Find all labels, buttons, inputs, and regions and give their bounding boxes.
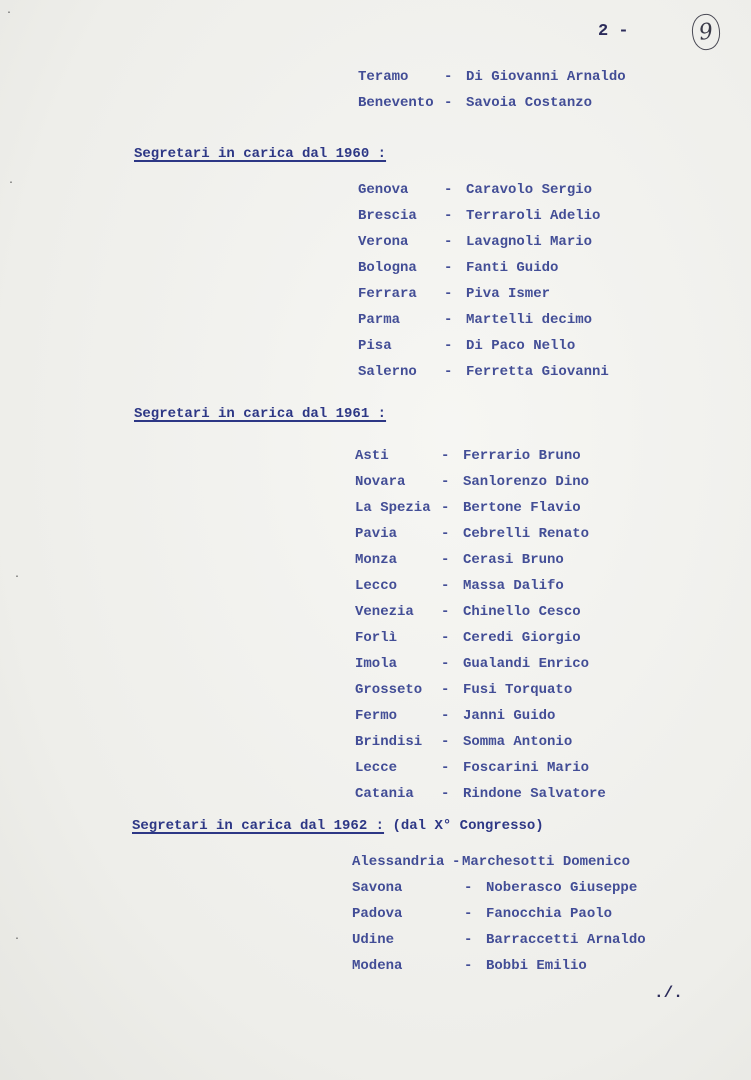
city-name: Savona	[352, 880, 403, 896]
list-item	[358, 338, 575, 354]
dash-separator: -	[441, 604, 450, 620]
margin-speck: ·	[14, 572, 21, 583]
city-name: Venezia	[355, 604, 414, 620]
continuation-mark: ./.	[654, 984, 683, 1002]
list-item	[358, 95, 592, 111]
city-name: Genova	[358, 182, 409, 198]
secretary-name: Martelli decimo	[466, 312, 593, 328]
list-item	[355, 630, 581, 646]
dash-separator: -	[441, 448, 450, 464]
list-item	[355, 578, 564, 594]
city-name: Asti	[355, 448, 389, 464]
list-item	[355, 474, 589, 490]
list-item	[355, 526, 589, 542]
dash-separator: -	[464, 880, 473, 896]
secretary-name: Cerasi Bruno	[463, 552, 564, 568]
secretary-name: Di Giovanni Arnaldo	[466, 69, 626, 85]
dash-separator: -	[441, 526, 450, 542]
dash-separator: -	[444, 286, 453, 302]
folio-number-handwritten	[690, 12, 723, 52]
secretary-name: Di Paco Nello	[466, 338, 576, 354]
list-item	[358, 208, 600, 224]
heading-text: Segretari in carica dal 1960 :	[134, 146, 387, 162]
dash-separator: -	[444, 338, 453, 354]
dash-separator: -	[464, 932, 473, 948]
secretary-name: Marchesotti Domenico	[462, 854, 631, 870]
list-item	[352, 880, 637, 896]
city-name: Brescia	[358, 208, 417, 224]
list-item	[355, 786, 606, 802]
city-name: Benevento	[358, 95, 434, 111]
dash-separator: -	[464, 906, 473, 922]
dash-separator: -	[441, 760, 450, 776]
dash-separator: -	[441, 630, 450, 646]
dash-separator: -	[444, 312, 453, 328]
secretary-name: Caravolo Sergio	[466, 182, 593, 198]
city-name: Udine	[352, 932, 395, 948]
list-item	[355, 552, 564, 568]
secretary-name: Lavagnoli Mario	[466, 234, 593, 250]
secretary-name: Savoia Costanzo	[466, 95, 593, 111]
city-name: Padova	[352, 906, 403, 922]
list-item	[358, 69, 626, 85]
dash-separator: -	[444, 182, 453, 198]
list-item	[355, 656, 589, 672]
secretary-name: Bertone Flavio	[463, 500, 581, 516]
heading-text: Segretari in carica dal 1962 :	[132, 818, 385, 834]
secretary-name: Cebrelli Renato	[463, 526, 590, 542]
city-name: Ferrara	[358, 286, 417, 302]
margin-speck: ·	[14, 934, 21, 945]
city-name: Pavia	[355, 526, 398, 542]
dash-separator: -	[441, 708, 450, 724]
city-name: Alessandria	[352, 854, 445, 870]
secretary-name: Sanlorenzo Dino	[463, 474, 590, 490]
dash-separator: -	[441, 578, 450, 594]
dash-separator: -	[441, 656, 450, 672]
secretary-name: Ferretta Giovanni	[466, 364, 609, 380]
secretary-name: Foscarini Mario	[463, 760, 590, 776]
margin-speck: ·	[8, 178, 15, 189]
city-name: Novara	[355, 474, 406, 490]
margin-speck: ·	[6, 8, 13, 19]
secretary-name: Fanocchia Paolo	[486, 906, 613, 922]
city-name: Grosseto	[355, 682, 423, 698]
city-name: Pisa	[358, 338, 392, 354]
secretary-name: Terraroli Adelio	[466, 208, 601, 224]
dash-separator: -	[441, 682, 450, 698]
dash-separator: -	[444, 69, 453, 85]
city-name: La Spezia	[355, 500, 431, 516]
dash-separator: -	[441, 500, 450, 516]
secretary-name: Gualandi Enrico	[463, 656, 590, 672]
secretary-name: Ceredi Giorgio	[463, 630, 581, 646]
secretary-name: Rindone Salvatore	[463, 786, 606, 802]
list-item	[352, 958, 587, 974]
city-name: Parma	[358, 312, 401, 328]
city-name: Catania	[355, 786, 414, 802]
dash-separator: -	[441, 474, 450, 490]
list-item	[352, 906, 612, 922]
list-item	[352, 854, 630, 870]
city-name: Brindisi	[355, 734, 423, 750]
folio-number-text: 9	[697, 18, 715, 46]
secretary-name: Barraccetti Arnaldo	[486, 932, 646, 948]
list-item	[358, 234, 592, 250]
dash-separator: -	[444, 260, 453, 276]
dash-separator: -	[464, 958, 473, 974]
list-item	[358, 182, 592, 198]
heading-text: Segretari in carica dal 1961 :	[134, 406, 387, 422]
secretary-name: Massa Dalifo	[463, 578, 564, 594]
secretary-name: Bobbi Emilio	[486, 958, 587, 974]
list-item	[358, 364, 609, 380]
list-item	[355, 760, 589, 776]
secretary-name: Piva Ismer	[466, 286, 551, 302]
secretary-name: Janni Guido	[463, 708, 556, 724]
city-name: Lecce	[355, 760, 398, 776]
list-item	[355, 448, 581, 464]
list-item	[358, 312, 592, 328]
secretary-name: Chinello Cesco	[463, 604, 581, 620]
dash-separator: -	[444, 364, 453, 380]
list-item	[355, 682, 572, 698]
city-name: Fermo	[355, 708, 398, 724]
city-name: Bologna	[358, 260, 417, 276]
list-item	[355, 734, 572, 750]
city-name: Salerno	[358, 364, 417, 380]
list-item	[355, 604, 581, 620]
secretary-name: Fanti Guido	[466, 260, 559, 276]
city-name: Monza	[355, 552, 398, 568]
city-name: Lecco	[355, 578, 398, 594]
city-name: Imola	[355, 656, 398, 672]
dash-separator: -	[444, 234, 453, 250]
heading-note: (dal X° Congresso)	[392, 818, 544, 834]
city-name: Verona	[358, 234, 409, 250]
dash-separator: -	[441, 734, 450, 750]
list-item	[358, 286, 550, 302]
list-item	[355, 500, 581, 516]
section-heading-1962	[132, 818, 544, 834]
page-number: 2 -	[598, 22, 629, 41]
list-item	[358, 260, 558, 276]
city-name: Teramo	[358, 69, 409, 85]
secretary-name: Noberasco Giuseppe	[486, 880, 638, 896]
list-item	[352, 932, 646, 948]
secretary-name: Somma Antonio	[463, 734, 573, 750]
city-name: Modena	[352, 958, 403, 974]
dash-separator: -	[441, 552, 450, 568]
dash-separator: -	[441, 786, 450, 802]
section-heading-1960	[134, 146, 386, 162]
city-name: Forlì	[355, 630, 398, 646]
dash-separator: -	[444, 208, 453, 224]
secretary-name: Fusi Torquato	[463, 682, 573, 698]
list-item	[355, 708, 555, 724]
dash-separator: -	[452, 854, 461, 870]
secretary-name: Ferrario Bruno	[463, 448, 581, 464]
section-heading-1961	[134, 406, 386, 422]
dash-separator: -	[444, 95, 453, 111]
